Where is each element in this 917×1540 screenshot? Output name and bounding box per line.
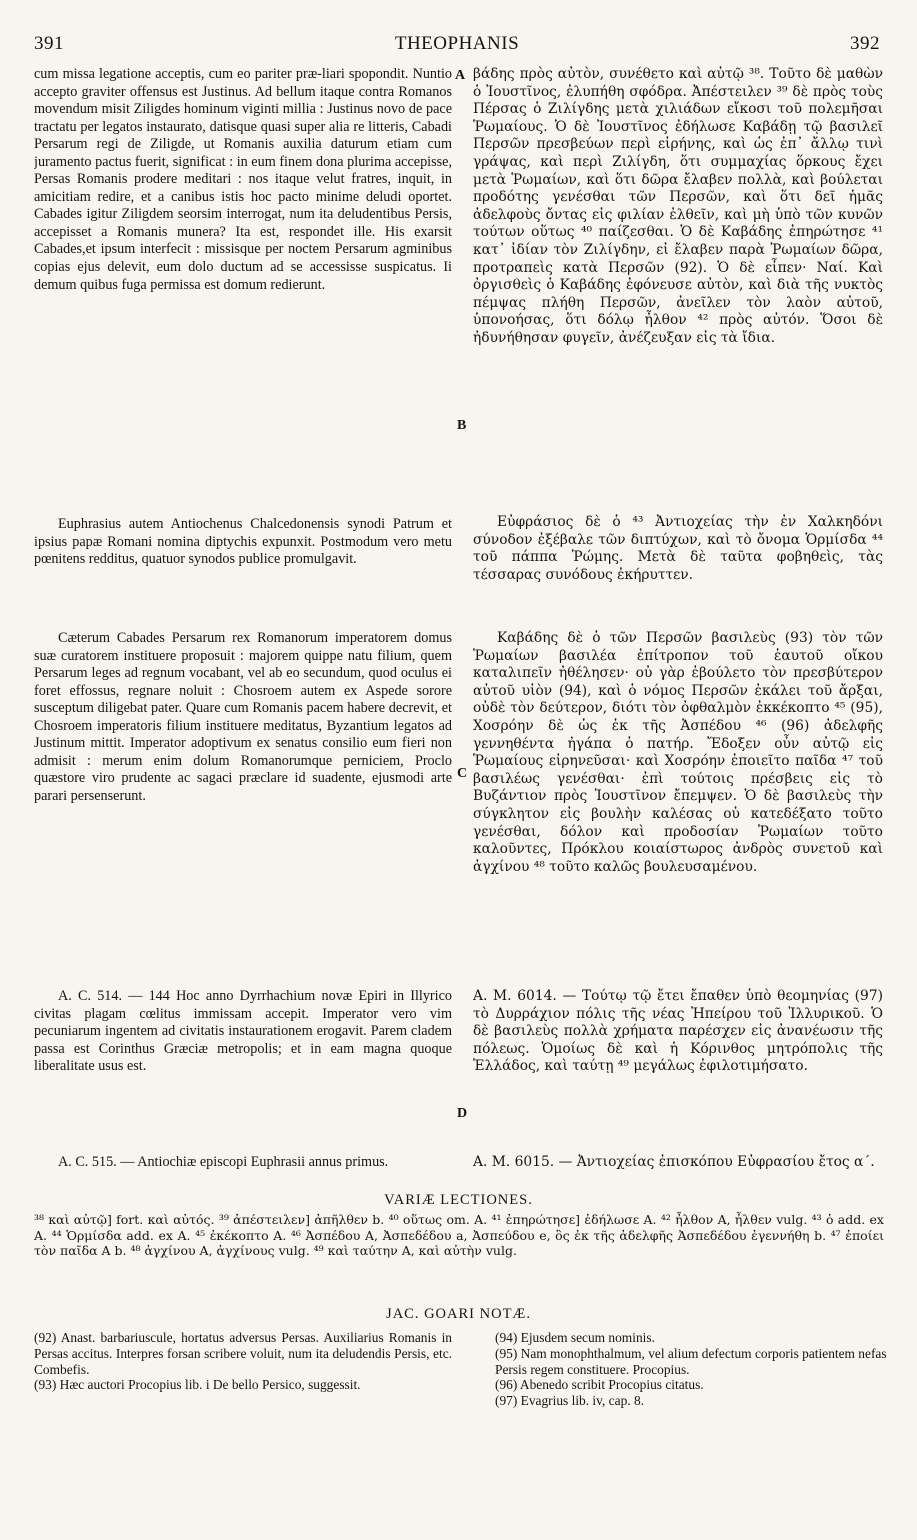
greek-paragraph: Καβάδης δὲ ὁ τῶν Περσῶν βασιλεὺς (93) τὸν τῶν Ῥωμαίων βασιλέα ἐπίτροπον τοῦ ἑαυτοῦ οἴκου καταλιπεῖν ἠθέλησεν· οὐ γὰρ ἐβούλετο τὸν πρεσβύτερον αὐτοῦ υἱὸν (94), καὶ ὁ νόμος Περσῶν ἐκάλει τοῦ ἄρξαι, οὐδὲ τὸν δεύτερον, διότι τὸν ὀφθαλμὸν ἐκκέκοπτο ⁴⁵ (95), Χοσρόην δὲ ὡς ἐκ τῆς Ἀσπέδου ⁴⁶ (96) ἀδελφῆς γεννηθέντα ἠγάπα ὁ πατήρ. Ἔδοξεν οὖν αὐτῷ εἰς Ῥωμαίους εἰρηνεῦσαι· καὶ Χοσρόην ἐποιεῖτο παῖδα ⁴⁷ τοῦ βασιλέως γενέσθαι· ἐπὶ τούτοις πρέσβεις εἰς τὸ Βυζάντιον πρὸς Ἰουστῖνον ἔπεμψεν. Ὁ δὲ βασιλεὺς τὴν σύγκλητον εἰς βουλὴν καλέσας οὐ κατεδέξατο τοῦτο γενέσθαι, δόλον καὶ προδοσίαν Ῥωμαίων τοῦτο καλοῦντες, Πρόκλου κοιαίστωρος ἀνδρὸς συνετοῦ καὶ ἀγχίνου ⁴⁸ τοῦτο καλῶς βουλευσαμένου. <box>473 630 883 875</box>
margin-letter: D <box>457 1106 468 1121</box>
note-entry: (93) Hæc auctori Procopius lib. i De bello Persico, suggessit. <box>34 1377 361 1393</box>
latin-paragraph: Euphrasius autem Antiochenus Chalcedonensis synodi Patrum et ipsius papæ Romani nomina diptychis expunxit. Postmodum vero metu pœnitens redditus, quatuor synodos publice promulgavit. <box>34 516 452 568</box>
margin-letter: B <box>457 418 467 433</box>
greek-paragraph: A. M. 6015. — Ἀντιοχείας ἐπισκόπου Εὐφρασίου ἔτος α΄. <box>473 1154 875 1170</box>
greek-paragraph: βάδης πρὸς αὐτὸν, συνέθετο καὶ αὐτῷ ³⁸. Τοῦτο δὲ μαθὼν ὁ Ἰουστῖνος, ἐλυπήθη σφόδρα. Ἀπέστειλεν ³⁹ δὲ πρὸς τοὺς Πέρσας ὁ Ζιλίγδης μετὰ χιλιάδων εἴκοσι τοῦ πολεμῆσαι Ῥωμαίους. Ὁ δὲ Ἰουστῖνος ἐδήλωσε Καβάδῃ τῷ βασιλεῖ Περσῶν πρεσβεύων περὶ εἰρήνης, καὶ ὡς ἐπ᾽ ἄλλῳ τινὶ γράψας, καὶ περὶ Ζιλίγδη, ὅτι συμμαχίας ὅρκους ἔχει μετὰ Ῥωμαίων, καὶ ὅτι δῶρα ἔλαβεν πολλὰ, καὶ βούλεται προδότης γενέσθαι τῶν Περσῶν, καὶ ὅτι δεῖ ἡμᾶς ἀδελφοὺς ὄντας εἰς φιλίαν ἐλθεῖν, καὶ μὴ ὑπὸ τῶν κυνῶν τούτων οὕτως ⁴⁰ παίζεσθαι. Ὁ δὲ Καβάδης ἐπηρώτησε ⁴¹ κατ᾽ ἰδίαν τὸν Ζιλίγδην, εἰ ἔλαβεν παρὰ Ῥωμαίων δῶρα, προτραπεὶς κατὰ Περσῶν (92). Ὁ δὲ εἶπεν· Ναί. Καὶ ὀργισθεὶς ὁ Καβάδης ἐφόνευσε αὐτὸν, καὶ διὰ τῆς νυκτὸς πέμψας πλήθη Περσῶν, ἀνεῖλεν τὸν λαὸν αὐτοῦ, ὑπονοήσας, ὅτι δόλῳ ἦλθον ⁴² πρὸς αὐτόν. Ὅσοι δὲ ἠδυνήθησαν φυγεῖν, ἀνέζευξαν εἰς τὰ ἴδια. <box>473 66 883 346</box>
note-entry: (97) Evagrius lib. iv, cap. 8. <box>495 1393 644 1409</box>
margin-letter: A <box>455 68 466 83</box>
running-header <box>34 33 880 61</box>
latin-paragraph: cum missa legatione acceptis, cum eo pariter præ-liari spopondit. Nuntio accepto graviter offensus est Justinus. Ad bellum itaque contra Romanos movendum misit Ziligdes hominum viginti millia : Justinus novo de pace tractatu per legatos instaurato, datisque quasi super alia re litteris, Cabadi Persarum regi de Ziligde, ut Romanis auxilia daturum etiam cum juramento pactus fuerit, significat : in eum finem dona plurima accepisse, Persas Romanis prodere meditari : nos itaque velut fratres, inquit, in amicitiam redire, et a canibus istis hoc pacto minime deludi oportet. Cabades igitur Ziligdem seorsim interrogat, num ita deludentibus Persis, accepisset a Romanis munera? Ita est, respondet ille. His exarsit Cabades,et ipsum interfecit : missisque per noctem Persarum agminibus copias ejus delevit, eum dolo ductum ad se accessisse suspicatus. Ii demum quibus fuga permissa est domum redierunt. <box>34 66 452 293</box>
notes-title: JAC. GOARI NOTÆ. <box>386 1306 531 1322</box>
greek-paragraph: Εὐφράσιος δὲ ὁ ⁴³ Ἀντιοχείας τὴν ἐν Χαλκηδόνι σύνοδον ἐξέβαλε τῶν διπτύχων, καὶ τὸ ὄνομα Ὁρμίσδα ⁴⁴ τοῦ πάππα Ῥώμης. Μετὰ δὲ ταῦτα φοβηθεὶς, τὰς τέσσαρας συνόδους ἐκήρυττεν. <box>473 514 883 583</box>
margin-letter: C <box>457 766 468 781</box>
note-entry: (96) Abenedo scribit Procopius citatus. <box>495 1377 704 1393</box>
note-entry: (95) Nam monophthalmum, vel alium defectum corporis patientem nefas Persis regem constituere. Procopius. <box>495 1345 887 1377</box>
latin-paragraph: A. C. 514. — 144 Hoc anno Dyrrhachium novæ Epiri in Illyrico civitas plagam cœlitus immissam accepit. Imperator vero vim pecuniarum ingentem ad civitatis instaurationem erogavit. Parem cladem passa est Corinthus Græciæ metropolis; et in eam magna quoque liberalitate usus est. <box>34 988 452 1075</box>
variae-lectiones-title: VARIÆ LECTIONES. <box>384 1192 533 1208</box>
running-title: THEOPHANIS <box>394 33 520 54</box>
page-number-right: 392 <box>850 33 880 54</box>
notes-right-column <box>495 1330 887 1409</box>
latin-paragraph: A. C. 515. — Antiochiæ episcopi Euphrasii annus primus. <box>58 1154 389 1170</box>
note-entry: (94) Ejusdem secum nominis. <box>495 1330 655 1345</box>
notes-left-column <box>34 1330 452 1393</box>
variae-lectiones-text: ³⁸ καὶ αὐτῷ] fort. καὶ αὐτός. ³⁹ ἀπέστειλεν] ἀπῆλθεν b. ⁴⁰ οὕτως om. A. ⁴¹ ἐπηρώτησε] ἐδήλωσε A. ⁴² ἦλθον A, ἦλθεν vulg. ⁴³ ὁ add. ex A. ⁴⁴ Ὁρμίσδα add. ex A. ⁴⁵ ἐκέκοπτο A. ⁴⁶ Ἀσπέδου A, Ἀσπεδέδου a, Ἀσπεύδου e, ὃς ἐκ τῆς ἀδελφῆς Ἀσπεδέδου ἐγεννήθη b. ⁴⁷ ἐποίει τὸν παῖδα A b. ⁴⁸ ἀγχίνου A, ἀγχίνους vulg. ⁴⁹ καὶ ταύτην A, καὶ αὐτὴν vulg. <box>34 1212 884 1259</box>
note-entry: (92) Anast. barbariuscule, hortatus adversus Persas. Auxiliarius Romanis in Persas accitus. Interpres forsan scribere voluit, num ita deludendis Persis, etc. Combefis. <box>34 1330 452 1377</box>
page-number-left: 391 <box>34 33 64 54</box>
greek-paragraph: A. M. 6014. — Τούτῳ τῷ ἔτει ἔπαθεν ὑπὸ θεομηνίας (97) τὸ Δυρράχιον πόλις τῆς νέας Ἠπείρου τοῦ Ἰλλυρικοῦ. Ὁ δὲ βασιλεὺς πολλὰ χρήματα παρέσχεν εἰς ἀνανέωσιν τῆς πόλεως. Ὁμοίως δὲ καὶ ἡ Κόρινθος μητρόπολις τῆς Ἑλλάδος, καὶ ταύτῃ ⁴⁹ μεγάλως ἐφιλοτιμήσατο. <box>473 988 883 1075</box>
latin-paragraph: Cæterum Cabades Persarum rex Romanorum imperatorem domus suæ curatorem instituere proposuit : majorem quippe natu filium, quem Persarum leges ad regnum vocabant, vel ab eo secundum, quod oculus ei foret effossus, regnare noluit : Chosroem autem ex Aspede sorore susceptum diligebat pater. Quare cum Romanis pacem habere decrevit, et Chosroem imperatoris filium instituere meditatus, Byzantium legatos ad Justinum mittit. Imperator adoptivum ex senatus consilio eum fieri non admisit : merum enim dolum Romanorumque perniciem, Proclo quæstore viro prudente ac sagaci præclare id suadente, ejusmodi arte parari persenserunt. <box>34 630 452 804</box>
